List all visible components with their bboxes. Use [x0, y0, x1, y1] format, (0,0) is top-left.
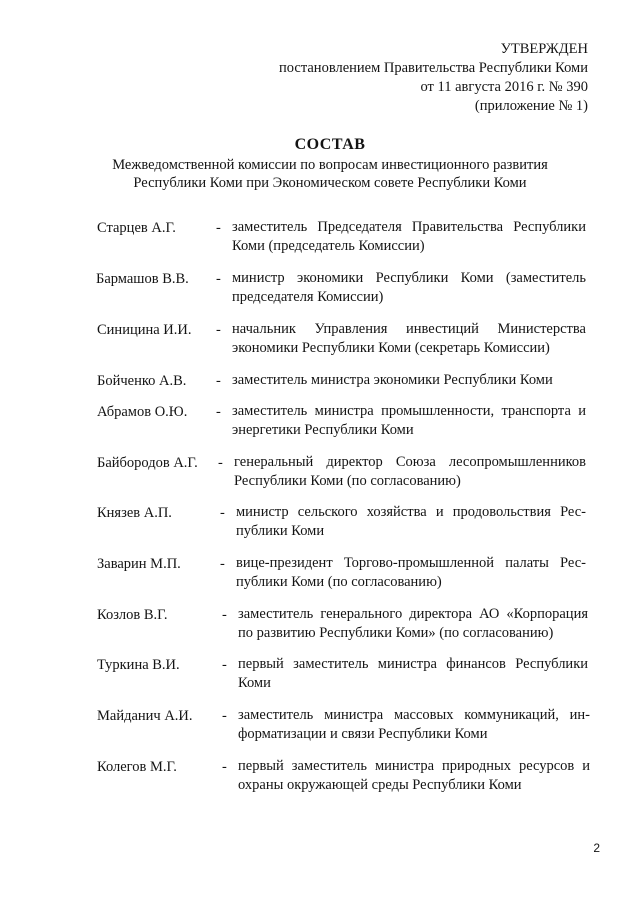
member-role: начальник Управления инвестиций Министерства экономики Республики Коми (секретарь Комиссии)	[232, 321, 586, 356]
member-dash: -	[218, 455, 223, 471]
member-dash: -	[220, 556, 225, 572]
member-name: Заварин М.П.	[97, 556, 181, 572]
member-role: вице-президент Торгово-промышленной палаты Рес-публики Коми (по согласованию)	[236, 555, 586, 590]
member-name: Байбородов А.Г.	[97, 455, 198, 471]
member-role: заместитель министра массовых коммуникаций, ин-форматизации и связи Республики Коми	[238, 707, 590, 742]
member-role: заместитель Председателя Правительства Республики Коми (председатель Комиссии)	[232, 219, 586, 254]
member-dash: -	[216, 271, 221, 287]
approval-decree: постановлением Правительства Республики Коми	[279, 60, 588, 76]
member-dash: -	[216, 404, 221, 420]
member-name: Бойченко А.В.	[97, 373, 187, 389]
member-dash: -	[220, 505, 225, 521]
member-name: Князев А.П.	[97, 505, 172, 521]
member-name: Синицина И.И.	[97, 322, 192, 338]
member-name: Бармашов В.В.	[96, 271, 189, 287]
member-name: Старцев А.Г.	[97, 220, 176, 236]
approval-appendix: (приложение № 1)	[474, 98, 588, 114]
member-name: Козлов В.Г.	[97, 607, 168, 623]
member-role: заместитель генерального директора АО «Корпорация по развитию Республики Коми» (по согласованию)	[238, 606, 588, 641]
member-role: первый заместитель министра природных ресурсов и охраны окружающей среды Республики Коми	[238, 758, 590, 793]
page-number: 2	[593, 841, 600, 855]
subtitle-line-2: Республики Коми при Экономическом совете Республики Коми	[133, 175, 527, 191]
approval-stamp	[279, 40, 588, 116]
member-role: министр сельского хозяйства и продовольствия Рес-публики Коми	[236, 504, 586, 539]
member-name: Майданич А.И.	[97, 708, 193, 724]
member-role: министр экономики Республики Коми (заместитель председателя Комиссии)	[232, 270, 586, 305]
member-role: первый заместитель министра финансов Республики Коми	[238, 656, 588, 691]
heading	[80, 134, 580, 192]
member-role: заместитель министра экономики Республики Коми	[232, 372, 553, 388]
member-dash: -	[222, 657, 227, 673]
member-name: Абрамов О.Ю.	[97, 404, 188, 420]
member-dash: -	[216, 220, 221, 236]
member-role: генеральный директор Союза лесопромышленников Республики Коми (по согласованию)	[234, 454, 586, 489]
page-title: СОСТАВ	[294, 136, 366, 153]
approval-date: от 11 августа 2016 г. № 390	[420, 79, 588, 95]
member-dash: -	[222, 607, 227, 623]
member-name: Колегов М.Г.	[97, 759, 177, 775]
member-dash: -	[222, 708, 227, 724]
member-role: заместитель министра промышленности, транспорта и энергетики Республики Коми	[232, 403, 586, 438]
approval-title: УТВЕРЖДЕН	[500, 41, 588, 57]
member-dash: -	[222, 759, 227, 775]
member-dash: -	[216, 373, 221, 389]
member-name: Туркина В.И.	[97, 657, 180, 673]
subtitle-line-1: Межведомственной комиссии по вопросам инвестиционного развития	[112, 157, 548, 173]
member-dash: -	[216, 322, 221, 338]
